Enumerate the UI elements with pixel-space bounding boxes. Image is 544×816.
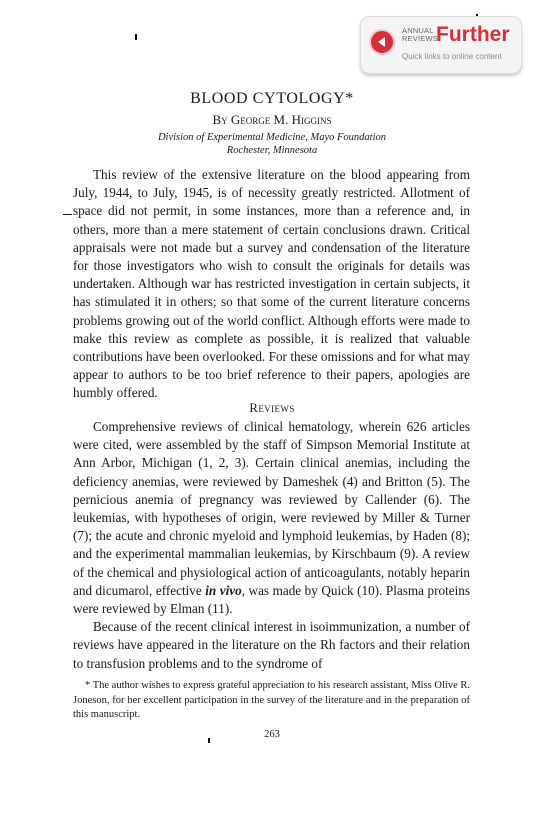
annual-reviews-further-badge[interactable] bbox=[360, 16, 522, 74]
footnote bbox=[73, 679, 470, 723]
author-location: Rochester, Minnesota bbox=[226, 145, 318, 156]
author-affiliation: Division of Experimental Medicine, Mayo Foundation bbox=[157, 132, 387, 143]
reviews-paragraph-1-start: Comprehensive reviews of clinical hematology, wherein 626 articles were cited, were assembled by the staff of Simpson Memorial Institute at Ann Arbor, Michigan (1, 2, 3). Certain clinical anemias, including the deficiency anemias, were reviewed by Dameshek (4) and Britton (5). The pernicious anemia of pregnancy was reviewed by Callender (6). The leukemias, with hypotheses of origin, were reviewed by Miller & Turner (7); the acute and chronic myeloid and lymphoid leukemias, by Haden (8); and the experimental mammalian leukemias, by Kirschbaum (9). A review of the chemical and physiological action of anticoagulants, notably heparin and dicumarol, effective bbox=[73, 419, 470, 598]
scan-speck bbox=[476, 14, 478, 16]
footnote-text: * The author wishes to express grateful appreciation to his research assistant, Miss Olive R. Joneson, for her excellent participation in the survey of the literature and in the preparation of this manuscript. bbox=[73, 680, 470, 720]
quick-links-label[interactable]: Quick links to online content bbox=[402, 52, 502, 61]
section-heading-reviews: Reviews bbox=[249, 400, 295, 415]
reviews-paragraph-1-end: , was made by Quick (10). Plasma proteins were reviewed by Elman (11). bbox=[73, 582, 470, 617]
reviews-section bbox=[73, 418, 470, 673]
reviews-paragraph-1 bbox=[73, 418, 470, 618]
annual-reviews-label: ANNUAL REVIEWS bbox=[402, 26, 438, 43]
play-arrow-icon[interactable] bbox=[369, 29, 395, 55]
further-label[interactable]: Further bbox=[436, 23, 510, 46]
page-number: 263 bbox=[264, 729, 280, 740]
scan-speck bbox=[63, 214, 72, 215]
italic-term: in vivo bbox=[205, 582, 242, 598]
intro-paragraph: This review of the extensive literature on the blood appearing from July, 1944, to July, 1945, is of necessity greatly restricted. Allotment of space did not permit, in some instances, more than a reference and, in others, more than a mere statement of certain conclusions drawn. Critical appraisals were not made but a survey and condensation of the literature for those investigators who wish to consult the originals for details was undertaken. Although war has restricted investigation in certain subjects, it has stimulated it in others; so that some of the current literature concerns problems growing out of the world conflict. Although efforts were made to make this review as complete as possible, it is realized that valuable contributions have been overlooked. For these omissions and for what may appear to authors to be too brief reference to their papers, apologies are humbly offered. bbox=[73, 167, 470, 401]
scan-speck bbox=[208, 738, 210, 743]
article-title: BLOOD CYTOLOGY* bbox=[190, 90, 354, 107]
article-author: By George M. Higgins bbox=[212, 112, 332, 127]
scan-speck bbox=[135, 34, 137, 40]
intro-section bbox=[73, 166, 470, 403]
reviews-paragraph-2: Because of the recent clinical interest in isoimmunization, a number of reviews have appeared in the literature on the Rh factors and their relation to transfusion problems and to the syndrome of bbox=[73, 619, 470, 671]
